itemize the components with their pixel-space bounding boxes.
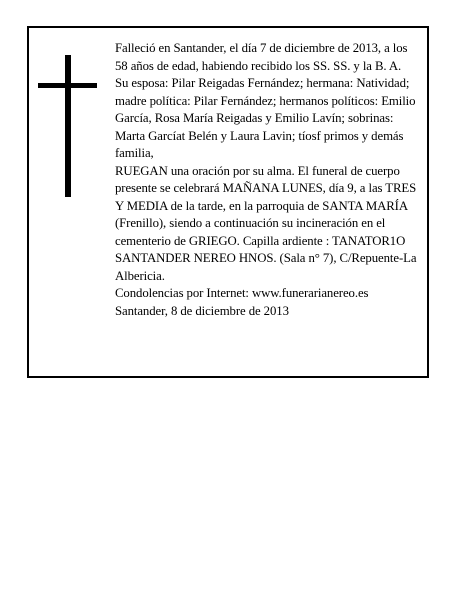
funeral-details: RUEGAN una oración por su alma. El funeral de cuerpo presente se celebrará MAÑANA LUNES, día 9, a las TRES Y MEDIA de la tarde, en la parroquia de SANTA MARÍA (Frenillo), siendo a continuación su incineración en el cementerio de GRIEGO. Capilla ardiente : TANATOR1O SANTANDER NEREO HNOS. (Sala n° 7), C/Repuente-La Albericia. xyxy=(115,163,417,283)
notice-body xyxy=(115,40,423,320)
cross-vertical-bar xyxy=(65,55,71,197)
death-announcement: Falleció en Santander, el día 7 de diciembre de 2013, a los 58 años de edad, habiendo recibido los SS. SS. y la B. A. xyxy=(115,41,408,73)
place-and-date: Santander, 8 de diciembre de 2013 xyxy=(115,303,289,318)
obituary-notice xyxy=(27,26,429,378)
condolences-line: Condolencias por Internet: www.funerarianereo.es xyxy=(115,286,369,300)
family-members: Su esposa: Pilar Reigadas Fernández; hermana: Natividad; madre política: Pilar Fernández; hermanos políticos: Emilio García, Rosa María Reigadas y Emilio Lavín; sobrinas: Marta Garcíat Belén y Laura Lavin; tíosf primos y demás familia, xyxy=(115,76,416,160)
cross-horizontal-bar xyxy=(38,83,97,88)
